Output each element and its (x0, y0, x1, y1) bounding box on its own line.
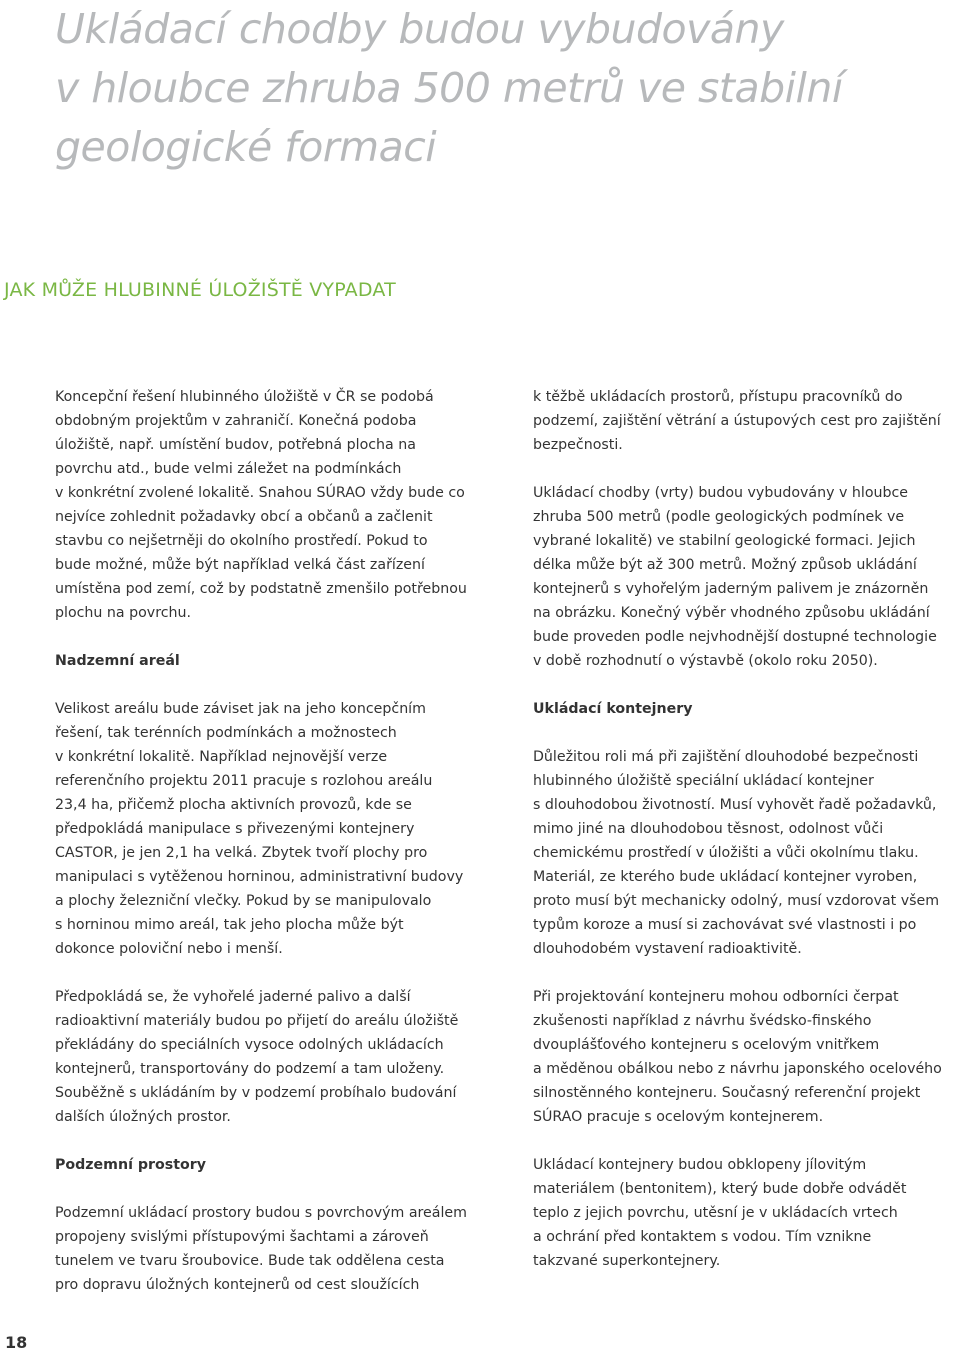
left-column (55, 385, 480, 1321)
text-line: tunelem ve tvaru šroubovice. Bude tak oddělena cesta (55, 1253, 445, 1269)
text-line: Materiál, ze kterého bude ukládací kontejner vyroben, (533, 869, 918, 885)
text-line: radioaktivní materiály budou po přijetí do areálu úložiště (55, 1013, 459, 1029)
page-title (55, 0, 935, 177)
text-line: pro dopravu úložných kontejnerů od cest sloužících (55, 1277, 420, 1293)
text-line: v konkrétní lokalitě. Například nejnovější verze (55, 749, 388, 765)
text-line: CASTOR, je jen 2,1 ha velká. Zbytek tvoří plochy pro (55, 845, 428, 861)
continuation-paragraph (533, 385, 960, 457)
text-line: dvouplášťového kontejneru s ocelovým vnitřkem (533, 1037, 880, 1053)
text-line: s horninou mimo areál, tak jeho plocha může být (55, 917, 404, 933)
nadzemni-paragraph (55, 697, 480, 961)
text-line: povrchu atd., bude velmi záležet na podmínkách (55, 461, 402, 477)
text-line: materiálem (bentonitem), který bude dobře odvádět (533, 1181, 907, 1197)
text-line: kontejnerů s vyhořelým jaderným palivem je znázorněn (533, 581, 929, 597)
text-line: dlouhodobém vystavení radioaktivitě. (533, 941, 802, 957)
podzemni-paragraph (55, 1201, 480, 1297)
text-line: úložiště, např. umístění budov, potřebná plocha na (55, 437, 416, 453)
text-line: Důležitou roli má při zajištění dlouhodobé bezpečnosti (533, 749, 919, 765)
text-line: na obrázku. Konečný výběr vhodného způsobu ukládání (533, 605, 930, 621)
transport-paragraph (55, 985, 480, 1129)
subheading-nadzemni-areal: Nadzemní areál (55, 653, 180, 669)
text-line: Ukládací chodby (vrty) budou vybudovány v hloubce (533, 485, 909, 501)
bentonit-paragraph (533, 1153, 960, 1273)
text-line: a plochy železniční vlečky. Pokud by se manipulovalo (55, 893, 432, 909)
text-line: manipulaci s vytěženou horninou, administrativní budovy (55, 869, 464, 885)
text-line: bezpečnosti. (533, 437, 623, 453)
text-line: a měděnou obálkou nebo z návrhu japonského ocelového (533, 1061, 942, 1077)
text-line: dalších úložných prostor. (55, 1109, 231, 1125)
text-line: propojeny svislými přístupovými šachtami a zároveň (55, 1229, 429, 1245)
section-heading: JAK MŮŽE HLUBINNÉ ÚLOŽIŠTĚ VYPADAT (4, 279, 396, 301)
text-line: bude možné, může být například velká část zařízení (55, 557, 425, 573)
text-line: překládány do speciálních vysoce odolných ukládacích (55, 1037, 444, 1053)
text-line: řešení, tak terénních podmínkách a možnostech (55, 725, 397, 741)
text-line: předpokládá manipulace s přivezenými kontejnery (55, 821, 415, 837)
kontejnery-paragraph (533, 745, 960, 961)
text-line: bude proveden podle nejvhodnější dostupné technologie (533, 629, 937, 645)
text-line: Velikost areálu bude záviset jak na jeho koncepčním (55, 701, 426, 717)
text-line: Koncepční řešení hlubinného úložiště v ČR se podobá (55, 389, 434, 405)
projekt-paragraph (533, 985, 960, 1129)
text-line: Souběžně s ukládáním by v podzemí probíhalo budování (55, 1085, 457, 1101)
text-line: chemickému prostředí v úložišti a vůči okolnímu tlaku. (533, 845, 919, 861)
text-line: dokonce poloviční nebo i menší. (55, 941, 283, 957)
chodby-paragraph (533, 481, 960, 673)
text-line: kontejnerů, transportovány do podzemí a tam uloženy. (55, 1061, 445, 1077)
text-line: hlubinného úložiště speciální ukládací kontejner (533, 773, 874, 789)
text-line: takzvané superkontejnery. (533, 1253, 721, 1269)
text-line: a ochrání před kontaktem s vodou. Tím vznikne (533, 1229, 872, 1245)
title-line: v hloubce zhruba 500 metrů ve stabilní (55, 64, 843, 112)
text-line: s dlouhodobou životností. Musí vyhovět řadě požadavků, (533, 797, 937, 813)
text-line: referenčního projektu 2011 pracuje s rozlohou areálu (55, 773, 433, 789)
text-line: plochu na povrchu. (55, 605, 192, 621)
text-line: silnostěnného kontejneru. Současný referenční projekt (533, 1085, 921, 1101)
text-line: umístěna pod zemí, což by podstatně zmenšilo potřebnou (55, 581, 467, 597)
subheading-podzemni-prostory: Podzemní prostory (55, 1157, 206, 1173)
subheading-ukladaci-kontejnery: Ukládací kontejnery (533, 701, 693, 717)
text-line: proto musí být mechanicky odolný, musí vzdorovat všem (533, 893, 940, 909)
text-line: Předpokládá se, že vyhořelé jaderné palivo a další (55, 989, 411, 1005)
text-line: vybrané lokalitě) ve stabilní geologické formaci. Jejich (533, 533, 916, 549)
text-line: stavbu co nejšetrněji do okolního prostředí. Pokud to (55, 533, 428, 549)
page-number: 18 (5, 1333, 28, 1352)
text-line: Při projektování kontejneru mohou odborníci čerpat (533, 989, 899, 1005)
text-line: k těžbě ukládacích prostorů, přístupu pracovníků do (533, 389, 903, 405)
text-line: 23,4 ha, přičemž plocha aktivních provozů, kde se (55, 797, 412, 813)
text-line: v konkrétní zvolené lokalitě. Snahou SÚRAO vždy bude co (55, 485, 465, 501)
title-line: geologické formaci (55, 123, 437, 171)
text-line: nejvíce zohlednit požadavky obcí a občanů a začlenit (55, 509, 433, 525)
text-line: Podzemní ukládací prostory budou s povrchovým areálem (55, 1205, 467, 1221)
text-line: teplo z jejich povrchu, utěsní je v ukládacích vrtech (533, 1205, 898, 1221)
text-line: Ukládací kontejnery budou obklopeny jílovitým (533, 1157, 867, 1173)
text-line: typům koroze a musí si zachovávat své vlastnosti i po (533, 917, 917, 933)
title-line: Ukládací chodby budou vybudovány (55, 5, 784, 53)
text-line: zhruba 500 metrů (podle geologických podmínek ve (533, 509, 905, 525)
text-line: zkušenosti například z návrhu švédsko-finského (533, 1013, 872, 1029)
intro-paragraph (55, 385, 480, 625)
text-line: obdobným projektům v zahraničí. Konečná podoba (55, 413, 417, 429)
text-line: v době rozhodnutí o výstavbě (okolo roku 2050). (533, 653, 878, 669)
text-line: délka může být až 300 metrů. Možný způsob ukládání (533, 557, 917, 573)
text-line: SÚRAO pracuje s ocelovým kontejnerem. (533, 1109, 824, 1125)
text-line: mimo jiné na dlouhodobou těsnost, odolnost vůči (533, 821, 884, 837)
text-line: podzemí, zajištění větrání a ústupových cest pro zajištění (533, 413, 941, 429)
right-column (533, 385, 960, 1297)
